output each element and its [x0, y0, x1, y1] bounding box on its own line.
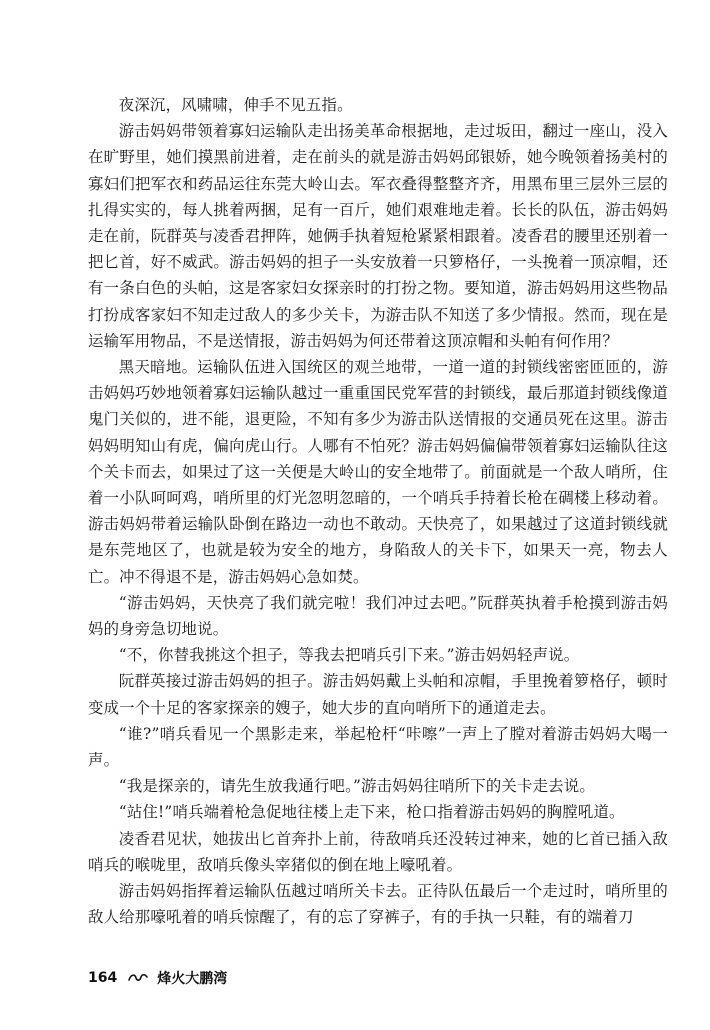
paragraph-7: “谁?”哨兵看见一个黑影走来，举起枪杆“咔嚓”一声上了膛对着游击妈妈大喝一声。: [88, 724, 668, 770]
paragraph-4: “游击妈妈，天快亮了我们就完啦！我们冲过去吧。”阮群英执着手枪摸到游击妈妈的身旁急切地说。: [88, 593, 668, 639]
paragraph-1: 夜深沉，风啸啸，伸手不见五指。: [118, 96, 353, 114]
paragraph-6: 阮群英接过游击妈妈的担子。游击妈妈戴上头帕和凉帽，手里挽着箩格仔，顿时变成一个十足的客家探亲的嫂子，她大步的直向哨所下的通道走去。: [88, 672, 668, 717]
paragraph-10: 凌香君见状，她拔出匕首奔扑上前，待敌哨兵还没转过神来，她的匕首已插入敌哨兵的喉咙里，敌哨兵像头宰猪似的倒在地上嚎吼着。: [88, 829, 668, 874]
page-footer: [88, 968, 227, 988]
paragraph-3: 黑天暗地。运输队伍进入国统区的观兰地带，一道一道的封锁线密密匝匝的，游击妈妈巧妙地领着寡妇运输队越过一重重国民党军营的封锁线，最后那道封锁线像道鬼门关似的，进不能，退更险，不知有多少为游击队送情报的交通员死在这里。游击妈妈明知山有虎，偏向虎山行。人哪有不怕死？游击妈妈偏偏带领着寡妇运输队往这个关卡而去，如果过了这一关便是大岭山的安全地带了。前面就是一个敌人哨所，住着一小队呵呵鸡，哨所里的灯光忽明忽暗的，一个哨兵手持着长枪在碉楼上移动着。游击妈妈带着运输队卧倒在路边一动也不敢动。天快亮了，如果越过了这道封锁线就是东莞地区了，也就是较为安全的地方，身陷敌人的关卡下，如果天一亮，物去人亡。冲不得退不是，游击妈妈心急如焚。: [88, 358, 668, 586]
paragraph-11: 游击妈妈指挥着运输队伍越过哨所关卡去。正待队伍最后一个走过时，哨所里的敌人给那嚎吼着的哨兵惊醒了，有的忘了穿裤子，有的手执一只鞋，有的端着刀: [88, 882, 668, 927]
body-text: [88, 92, 668, 931]
page-number: 164: [88, 970, 118, 986]
paragraph-5: “不，你替我挑这个担子，等我去把哨兵引下来。”游击妈妈轻声说。: [118, 646, 580, 665]
swirl-ornament-icon: [127, 971, 149, 985]
paragraph-8: “我是探亲的，请先生放我通行吧。”游击妈妈往哨所下的关卡走去说。: [118, 777, 595, 796]
paragraph-2: 游击妈妈带领着寡妇运输队走出扬美革命根据地，走过坂田，翻过一座山，没入在旷野里，她们摸黑前进着，走在前头的就是游击妈妈邱银娇，她今晚领着扬美村的寡妇们把军衣和药品运往东莞大岭山去。军衣叠得整整齐齐，用黑布里三层外三层的扎得实实的，每人挑着两捆，足有一百斤，她们艰难地走着。长长的队伍，游击妈妈走在前，阮群英与凌香君押阵，她俩手执着短枪紧紧相跟着。凌香君的腰里还别着一把匕首，好不威武。游击妈妈的担子一头安放着一只箩格仔，一头挽着一顶凉帽，还有一条白色的头帕，这是客家妇女探亲时的打扮之物。要知道，游击妈妈用这些物品打扮成客家妇不知走过敌人的多少关卡，为游击队不知送了多少情报。然而，现在是运输军用物品，不是送情报，游击妈妈为何还带着这顶凉帽和头帕有何作用？: [88, 122, 668, 350]
paragraph-9: “站住!”哨兵端着枪急促地往楼上走下来，枪口指着游击妈妈的胸膛吼道。: [118, 803, 625, 822]
book-title: 烽火大鹏湾: [157, 971, 228, 987]
